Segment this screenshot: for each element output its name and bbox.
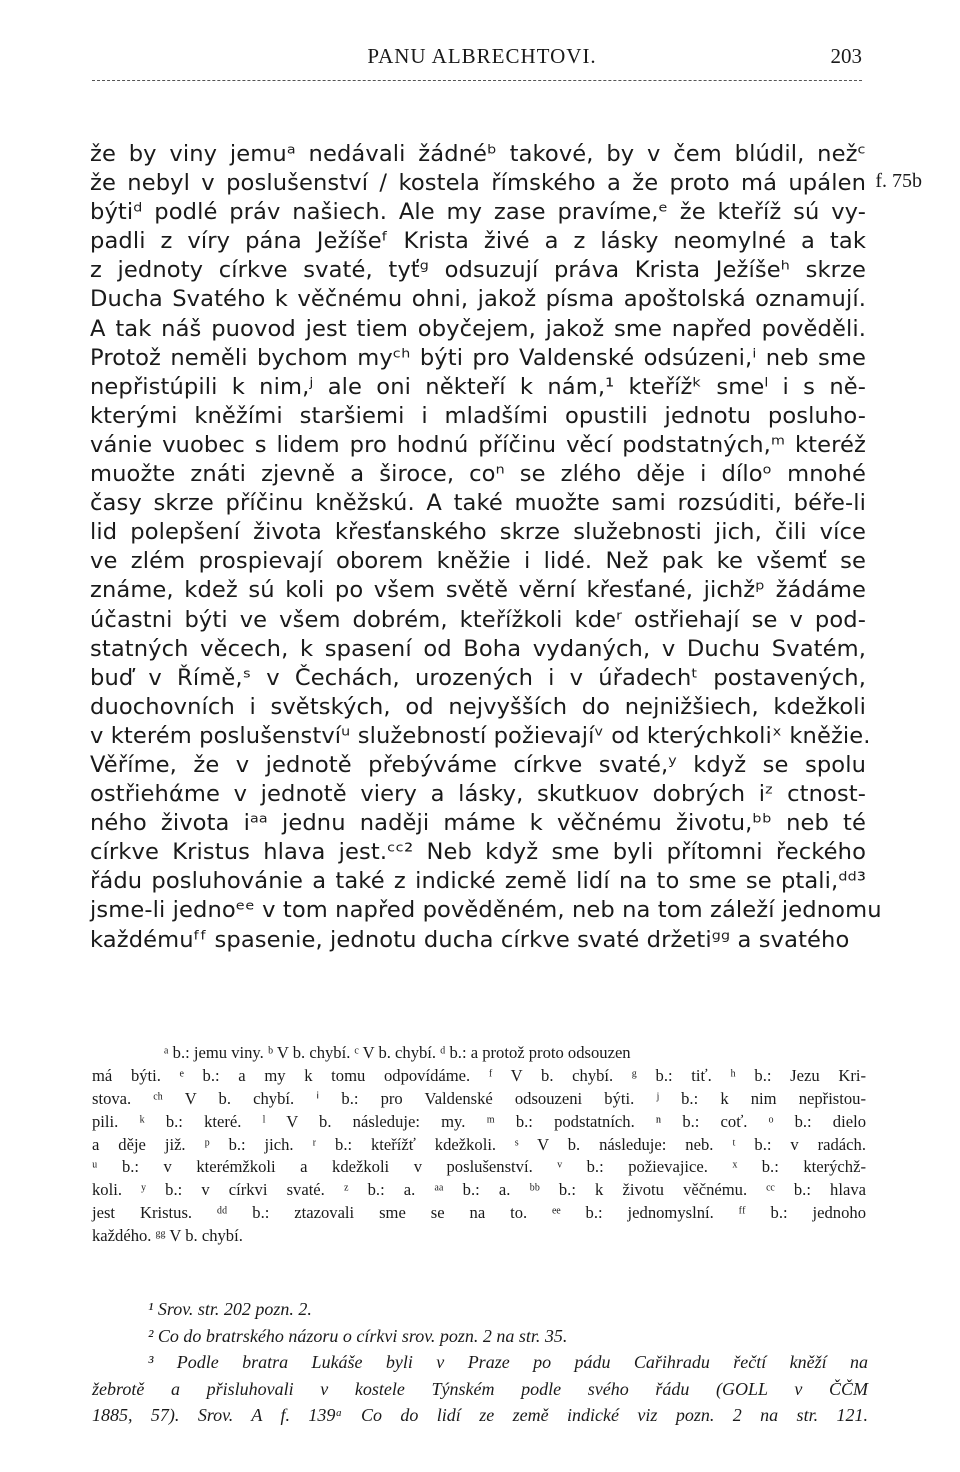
text-line: z jednoty církve svaté, tyťᵍ odsuzují práva Krista Ježíšeʰ skrze [90,257,866,284]
text-line: kterými kněžími staršiemi i mladšími opustili jednotu posluho- [90,402,866,429]
header-rule [92,80,862,81]
text-line: muožte znáti zjevně a široce, coⁿ se zlého děje i díloᵒ mnohé [90,461,866,488]
variant-note-line: jest Kristus. ᵈᵈ b.: ztazovali sme se na to. ᵉᵉ b.: jednomyslní. ᶠᶠ b.: jednoho [92,1203,866,1223]
text-line: ostřiehάme v jednotě viery a lásky, skutkuov dobrých iᶻ ctnost- [90,781,866,808]
variant-note-line: má býti. ᵉ b.: a my k tomu odpovídáme. ᶠ V b. chybí. ᵍ b.: tiť. ʰ b.: Jezu Kri- [92,1065,866,1085]
numbered-footnotes [92,1296,868,1429]
text-line: buď v Římě,ˢ v Čechách, urozených i v úřadechᵗ postavených, [90,664,866,691]
text-line: známe, kdež sú koli po všem světě věrní křesťané, jichžᵖ žádáme [90,577,866,604]
variant-note-line: každého. ᵍᵍ V b. chybí. [92,1226,243,1246]
text-line: Ducha Svatého k věčnému ohni, jakož písma apoštolská oznamují. [90,286,866,313]
text-line: každémuᶠᶠ spasenie, jednotu ducha církve svaté držetiᵍᵍ a svatého [90,926,850,953]
variant-note-line: a děje již. ᵖ b.: jich. ʳ b.: kteřížť kdežkoli. ˢ V b. následuje: neb. ᵗ b.: v radách. [92,1134,866,1154]
text-line: časy skrze příčinu kněžskú. A také muožte sami rozsúditi, béře-li [90,490,866,517]
page-header [92,44,872,74]
running-title: PANU ALBRECHTOVI. [367,44,597,68]
text-line: duochovních i světských, od nejvyšších do nejnižšiech, kdežkoli [90,693,866,720]
text-line: že by viny jemuᵃ nedávali žádnéᵇ takové, by v čem blúdil, nežᶜ [90,141,866,167]
folio-margin-note: f. 75b [875,170,922,192]
footnote-line: ² Co do bratrského názoru o církvi srov. pozn. 2 na str. 35. [148,1325,568,1346]
main-text [90,140,882,955]
text-line: církve Kristus hlava jest.ᶜᶜ² Neb když sme byli přítomni řeckého [90,839,866,866]
text-line: lid polepšení života křesťanského skrze služebnosti jich, čili více [90,519,866,546]
text-line: statných věcech, k spasení od Boha vydaných, v Duchu Svatém, [90,635,866,662]
text-line: řádu posluhovánie a také z indické země lidí na to sme se ptali,ᵈᵈ³ [90,868,866,895]
variant-note-line: ᵘ b.: v kterémžkoli a kdežkoli v poslušenství. ᵛ b.: požievajice. ˣ b.: kterýchž- [92,1157,866,1177]
variant-notes [92,1042,866,1248]
footnote-line: 1885, 57). Srov. A f. 139ᵃ Co do lidí ze země indické viz pozn. 2 na str. 121. [92,1405,868,1425]
variant-note-line: pili. ᵏ b.: které. ˡ V b. následuje: my. ᵐ b.: podstatních. ⁿ b.: coť. ᵒ b.: dielo [92,1111,866,1131]
text-line: padli z víry pána Ježíšeᶠ Krista živé a z lásky neomylné a tak [90,228,866,255]
footnote-line: ³ Podle bratra Lukáše byli v Praze po pádu Cařihradu řečtí kněží na [148,1352,868,1372]
text-line: A tak náš puovod jest tiem obyčejem, jakož sme napřed pověděli. [90,315,866,342]
text-line: že nebyl v poslušenství / kostela římského a že proto má upálen [90,170,866,197]
footnote-line: ¹ Srov. str. 202 pozn. 2. [148,1299,312,1319]
text-line: ve zlém prospievají oborem kněžie i lidé. Než pak ke všemť se [90,548,866,575]
page-number: 203 [830,44,862,68]
text-line: býtiᵈ podlé práv našiech. Ale my zase pravíme,ᵉ že kteříž sú vy- [90,199,866,226]
text-line: jsme-li jednoᵉᵉ v tom napřed pověděném, neb na tom záleží jednomu [90,897,882,924]
text-line: Věříme, že v jednotě přebýváme církve svaté,ʸ když se spolu [90,751,866,778]
text-line: nepřistúpili k nim,ʲ ale oni někteří k nám,¹ kteřížᵏ smeˡ i s ně- [90,373,866,400]
text-line: účastni býti ve všem dobrém, kteřížkoli kdeʳ ostřiehají se v pod- [90,606,866,633]
footnote-line: žebrotě a přisluhovali v kostele Týnském podle svého řádu (GOLL v ČČM [92,1378,868,1399]
variant-note-line: stova. ᶜʰ V b. chybí. ⁱ b.: pro Valdenské odsouzeni býti. ʲ b.: k nim nepřistou- [92,1088,866,1108]
text-line: v kterém poslušenstvíᵘ služebností požievajíᵛ od kterýchkoliˣ kněžie. [90,722,871,749]
variant-note-line: ᵃ b.: jemu viny. ᵇ V b. chybí. ᶜ V b. chybí. ᵈ b.: a protož proto odsouzen [164,1043,631,1062]
text-line: ného života iᵃᵃ jednu naději máme k věčnému životu,ᵇᵇ neb té [90,810,866,837]
variant-note-line: koli. ʸ b.: v církvi svaté. ᶻ b.: a. ᵃᵃ b.: a. ᵇᵇ b.: k životu věčnému. ᶜᶜ b.: hlava [92,1180,866,1200]
text-line: Protož neměli bychom myᶜʰ býti pro Valdenské odsúzeni,ⁱ neb sme [90,344,866,371]
text-line: vánie vuobec s lidem pro hodnú příčinu věcí podstatných,ᵐ kteréž [90,431,866,458]
